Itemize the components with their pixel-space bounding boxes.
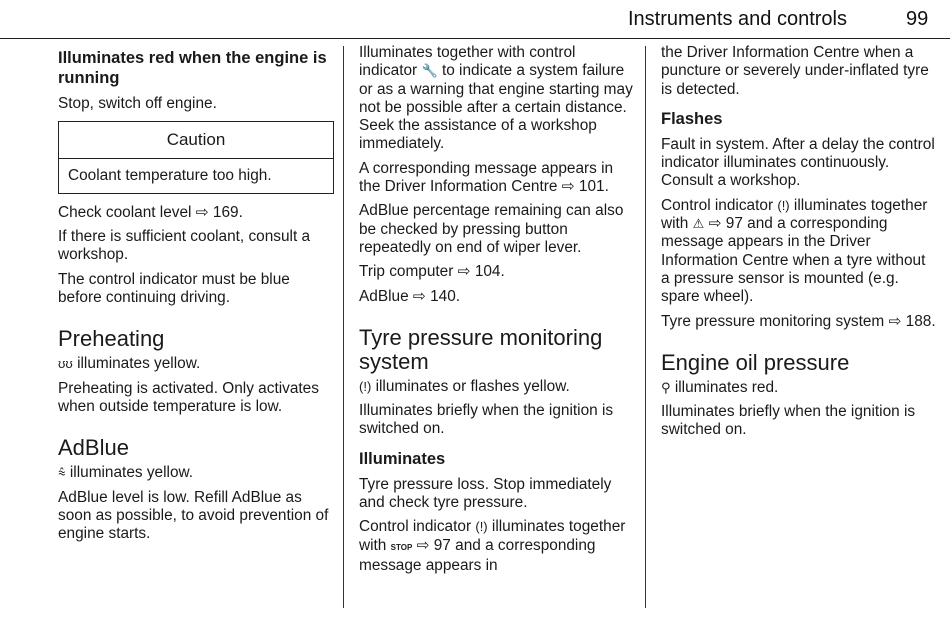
preheating-illuminates — [58, 355, 334, 373]
ci-text-a: Control indicator — [359, 518, 472, 536]
preheating-heading: Preheating — [58, 326, 165, 352]
column-2 — [359, 44, 635, 581]
fault-text: Fault in system. After a delay the control indicator illuminates continuously. Consult a workshop. — [661, 135, 935, 190]
stop-text: Stop, switch off engine. — [58, 95, 217, 112]
ci2-text-c: ⇨ 97 and a corresponding message appears in the Driver Information Centre when a tyre without a pressure sensor is mounted (e.g. spare wheel). — [661, 215, 926, 306]
header-rule — [0, 38, 950, 39]
car-warning-icon: ⚠ — [692, 216, 705, 232]
tpms-illuminates-text: illuminates or flashes yellow. — [375, 377, 570, 395]
oil-pressure-heading: Engine oil pressure — [661, 349, 850, 375]
preheating-text: Preheating is activated. Only activates when outside temperature is low. — [58, 379, 319, 415]
adblue-heading: AdBlue — [58, 435, 129, 461]
page-number: 99 — [906, 8, 929, 30]
dic-message-text: A corresponding message appears in the Driver Information Centre ⇨ 101. — [359, 159, 614, 196]
check-coolant-text: Check coolant level ⇨ 169. — [58, 203, 243, 221]
adblue-illuminates — [58, 464, 334, 482]
column-1 — [58, 44, 334, 549]
caution-text: Coolant temperature too high. — [68, 166, 272, 184]
adblue-failure-text-a: Illuminates together with control indicator — [359, 44, 576, 80]
column-divider-2 — [645, 46, 646, 608]
preheating-illuminates-text: illuminates yellow. — [77, 355, 201, 373]
tyre-pressure-icon: (!) — [359, 378, 372, 394]
oil-briefly-text: Illuminates briefly when the ignition is switched on. — [661, 403, 916, 439]
section-title: Instruments and controls — [628, 8, 847, 30]
adblue-percentage-text: AdBlue percentage remaining can also be checked by pressing button repeatedly on end of wiper lever. — [359, 202, 624, 256]
caution-title: Caution — [59, 122, 333, 158]
ci-text-b: illuminates together with — [359, 518, 626, 554]
ci2-text-b: illuminates together with — [661, 196, 928, 233]
column-divider-1 — [343, 46, 344, 608]
column-3 — [661, 44, 937, 446]
control-indicator-car-text — [661, 197, 937, 307]
illuminates-subheading: Illuminates — [359, 449, 446, 468]
adblue-failure-text-b: to indicate a system failure or as a warning that engine starting may not be possible after a certain distance. Seek the assistance of a workshop immediately. — [359, 62, 633, 153]
adblue-ref: AdBlue ⇨ 140. — [359, 287, 461, 305]
adblue-failure-text — [359, 44, 635, 154]
preheating-icon: ʊʊ — [58, 356, 73, 372]
oil-can-icon: ⚲ — [661, 379, 671, 395]
page-header — [0, 6, 950, 32]
tpms-ref: Tyre pressure monitoring system ⇨ 188. — [661, 312, 936, 330]
caution-box — [58, 121, 334, 194]
flashes-subheading: Flashes — [661, 109, 723, 128]
stop-icon: STOP — [390, 542, 413, 552]
oil-illuminates-text: illuminates red. — [674, 378, 779, 396]
tpms-briefly-text: Illuminates briefly when the ignition is switched on. — [359, 402, 614, 438]
sufficient-coolant-text: If there is sufficient coolant, consult a workshop. — [58, 228, 311, 264]
trip-computer-ref: Trip computer ⇨ 104. — [359, 263, 505, 281]
must-be-blue-text: The control indicator must be blue before continuing driving. — [58, 270, 290, 307]
tyre-pressure-icon: (!) — [777, 197, 790, 213]
wrench-icon: 🔧 — [421, 63, 438, 79]
tyre-pressure-icon: (!) — [475, 519, 488, 535]
adblue-text: AdBlue level is low. Refill AdBlue as soon as possible, to avoid prevention of engine starts. — [58, 488, 329, 543]
adblue-icon: ⩯ — [58, 465, 66, 481]
oil-illuminates — [661, 379, 937, 397]
continuation-text: the Driver Information Centre when a puncture or severely under-inflated tyre is detected. — [661, 44, 929, 98]
pressure-loss-text: Tyre pressure loss. Stop immediately and check tyre pressure. — [359, 475, 612, 512]
tpms-heading: Tyre pressure monitoring system — [359, 324, 603, 374]
adblue-illuminates-text: illuminates yellow. — [69, 464, 194, 482]
tpms-illuminates — [359, 378, 635, 396]
ci-text-c: ⇨ 97 and a corresponding message appears in — [359, 536, 596, 574]
subheading-red-running: Illuminates red when the engine is running — [58, 49, 327, 87]
control-indicator-stop-text — [359, 518, 635, 575]
ci2-text-a: Control indicator — [661, 196, 774, 214]
